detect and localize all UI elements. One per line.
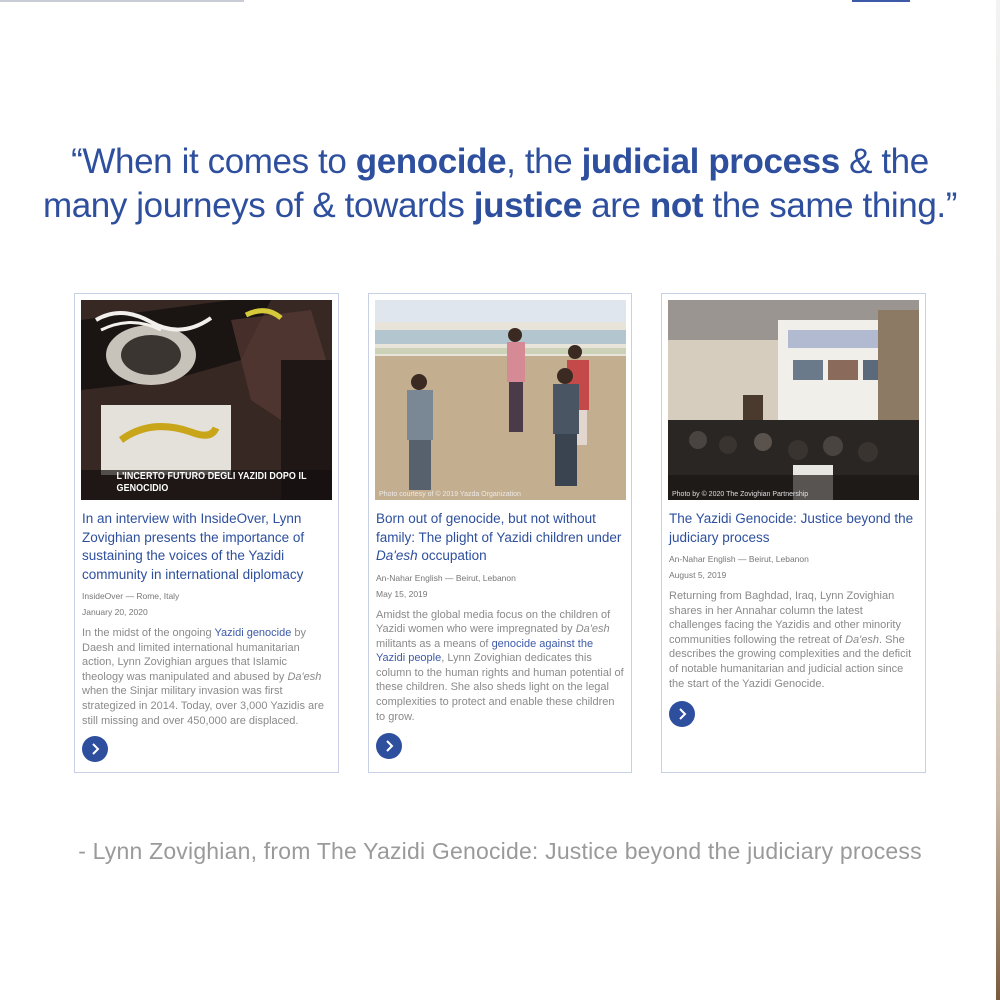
headline-quote <box>30 140 970 228</box>
title-italic: Da'esh <box>376 548 418 563</box>
article-summary <box>669 589 917 691</box>
quote-attribution: - Lynn Zovighian, from The Yazidi Genocide: Justice beyond the judiciary process <box>78 838 922 864</box>
article-photo-graffiti[interactable] <box>81 300 332 500</box>
article-title[interactable]: In an interview with InsideOver, Lynn Zovighian presents the importance of sustaining the voices of the Yazidi community in international diplomacy <box>82 511 305 582</box>
summary-text: by Daesh and limited international humanitarian action, Lynn Zovighian argues that Islamic theology was manipulated and abused by <box>82 627 307 683</box>
quote-emphasis-genocide: genocide <box>355 142 507 181</box>
photo-credit: Photo courtesy of © 2019 Yazda Organization <box>379 491 521 498</box>
summary-text: , Lynn Zovighian dedicates this column to the human rights and human potential of these children. She also sheds light on the legal complexities to protect and enable these children to grow. <box>376 652 624 723</box>
article-photo-children[interactable] <box>375 300 626 500</box>
article-title[interactable] <box>376 510 624 566</box>
article-card-insideover <box>74 293 339 773</box>
quote-text: & the <box>839 142 929 181</box>
article-body <box>376 510 624 724</box>
quote-emphasis-not: not <box>649 186 704 225</box>
photo-caption: L'INCERTO FUTURO DEGLI YAZIDI DOPO IL GENOCIDIO <box>116 470 307 494</box>
article-photo-conference[interactable] <box>668 300 919 500</box>
photo-credit: Photo by © 2020 The Zovighian Partnership <box>672 491 809 498</box>
summary-text: militants as a means of <box>376 637 492 650</box>
article-summary <box>82 626 330 728</box>
summary-text: In the midst of the ongoing <box>82 627 215 639</box>
summary-link-yazidi-genocide[interactable]: Yazidi genocide <box>214 627 292 639</box>
quote-text: are <box>581 186 650 225</box>
summary-italic: Da'esh <box>575 623 610 636</box>
top-divider-right <box>852 0 910 2</box>
quote-emphasis-justice: justice <box>473 186 582 225</box>
summary-link-genocide-against-yazidi[interactable]: genocide against the Yazidi people <box>376 637 594 665</box>
summary-text: . She describes the growing complexities and the deficit of notable humanitarian and judicial action since the start of the Yazidi Genocide. <box>669 633 912 690</box>
summary-italic: Da'esh <box>845 633 879 646</box>
article-source: InsideOver — Rome, Italy <box>82 591 180 601</box>
quote-text: , the <box>506 142 582 181</box>
title-text: Born out of genocide, but not without family: The plight of Yazidi children under <box>376 511 622 545</box>
read-more-button[interactable] <box>376 733 402 759</box>
summary-italic: Da'esh <box>287 670 322 683</box>
quote-emphasis-judicial-process: judicial process <box>581 142 840 181</box>
article-date: May 15, 2019 <box>376 588 428 599</box>
quote-text: the same thing.” <box>703 186 958 225</box>
article-body <box>669 510 917 691</box>
article-card-justice-beyond <box>661 293 926 773</box>
chevron-right-icon <box>382 739 396 753</box>
top-divider-left <box>0 0 244 2</box>
summary-text: when the Sinjar military invasion was first strategized in 2014. Today, over 3,000 Yazidis are still missing and over 450,000 are displaced. <box>82 685 324 727</box>
article-body <box>82 510 330 728</box>
quote-text: many journeys of & towards <box>42 186 474 225</box>
chevron-right-icon <box>675 707 689 721</box>
conference-image <box>668 300 919 500</box>
summary-text: Amidst the global media focus on the children of Yazidi women who were impregnated by <box>376 608 611 636</box>
read-more-button[interactable] <box>82 736 108 762</box>
article-summary <box>376 608 624 725</box>
article-date: August 5, 2019 <box>669 570 727 580</box>
chevron-right-icon <box>88 742 102 756</box>
read-more-button[interactable] <box>669 701 695 727</box>
summary-text: Returning from Baghdad, Iraq, Lynn Zovighian shares in her Annahar column the latest challenges facing the Yazidis and other minority communities following the retreat of <box>669 590 901 646</box>
title-text: occupation <box>417 548 487 563</box>
article-card-born-out-of-genocide <box>368 293 632 773</box>
article-date: January 20, 2020 <box>82 607 148 617</box>
article-title[interactable]: The Yazidi Genocide: Justice beyond the judiciary process <box>669 511 914 545</box>
quote-text: “When it comes to <box>71 142 356 181</box>
article-source: An-Nahar English — Beirut, Lebanon <box>376 572 516 583</box>
children-image <box>375 300 626 500</box>
article-source: An-Nahar English — Beirut, Lebanon <box>669 554 809 564</box>
